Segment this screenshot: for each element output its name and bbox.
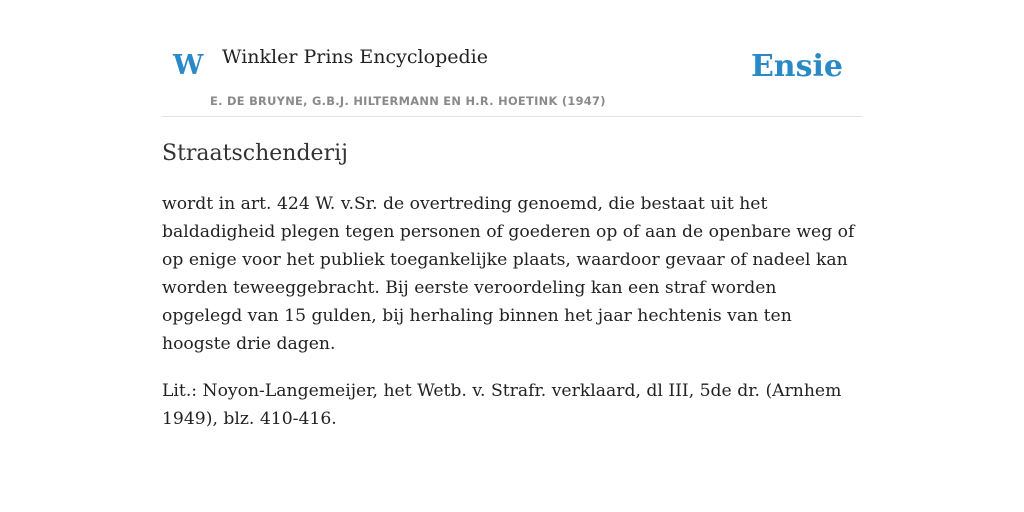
publication-authors: E. DE BRUYNE, G.B.J. HILTERMANN EN H.R. HOETINK (1947)	[210, 94, 606, 108]
entry-title: Straatschenderij	[162, 141, 348, 166]
article	[162, 138, 862, 433]
winkler-prins-logo[interactable]: W	[173, 50, 204, 81]
ensie-logo-link[interactable]: Ensie	[750, 49, 843, 84]
entry-literature: Lit.: Noyon-Langemeijer, het Wetb. v. Strafr. verklaard, dl III, 5de dr. (Arnhem 1949), blz. 410-416.	[162, 381, 842, 429]
publication-title[interactable]: Winkler Prins Encyclopedie	[222, 46, 488, 68]
page-header	[162, 0, 862, 117]
entry-body: wordt in art. 424 W. v.Sr. de overtreding genoemd, die bestaat uit het baldadigheid plegen tegen personen of goederen op of aan de openbare weg of op enige voor het publiek toegankelijke plaats, waardoor gevaar of nadeel kan worden teweeggebracht. Bij eerste veroordeling kan een straf worden opgelegd van 15 gulden, bij herhaling binnen het jaar hechtenis van ten hoogste drie dagen.	[162, 194, 855, 354]
